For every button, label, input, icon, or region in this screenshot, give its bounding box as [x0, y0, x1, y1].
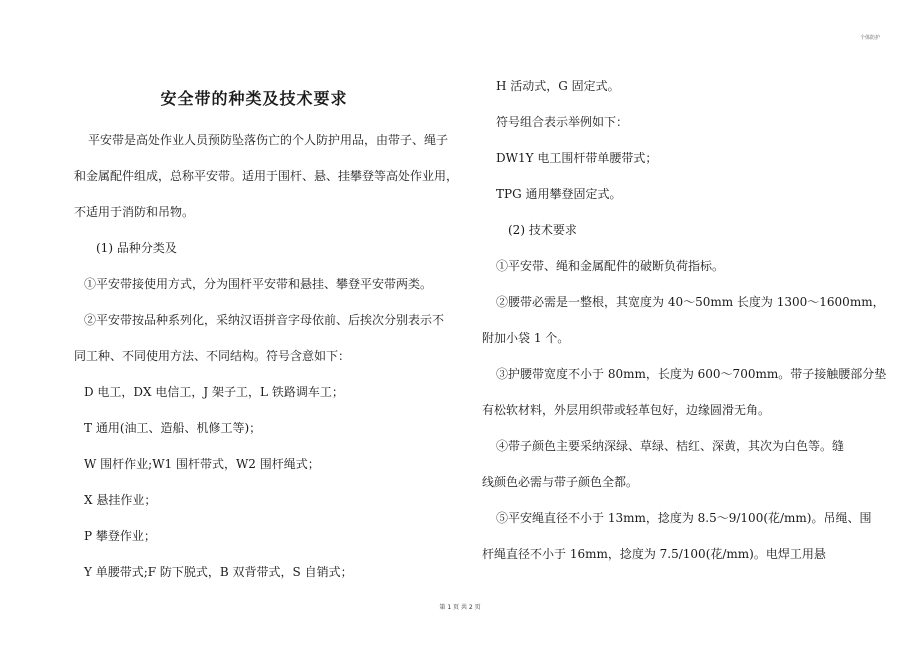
right-line-9: ③护腰带宽度不小于 80mm，长度为 600～700mm。带子接触腰部分垫 — [496, 367, 887, 381]
right-line-2: 符号组合表示举例如下： — [496, 115, 629, 129]
left-line-11: X 悬挂作业； — [84, 493, 157, 507]
document-title: 安全带的种类及技术要求 — [160, 89, 348, 108]
left-line-13: Y 单腰带式;F 防下脱式，B 双背带式，S 自销式； — [84, 565, 353, 579]
left-line-1: 平安带是高处作业人员预防坠落伤亡的个人防护用品，由带子、绳子 — [88, 133, 449, 147]
right-line-12: 线颜色必需与带子颜色全都。 — [482, 475, 639, 489]
right-line-1: H 活动式，G 固定式。 — [496, 79, 620, 93]
left-line-5: ①平安带接使用方式，分为围杆平安带和悬挂、攀登平安带两类。 — [84, 277, 433, 291]
left-line-6: ②平安带按品种系列化，采纳汉语拼音字母依前、后挨次分别表示不 — [84, 313, 445, 327]
header-note: 个体防护 — [859, 35, 880, 41]
right-line-7: ②腰带必需是一整根，其宽度为 40～50mm 长度为 1300～1600mm， — [496, 295, 885, 309]
left-line-9: T 通用(油工、造船、机修工等)； — [84, 421, 262, 435]
right-line-4: TPG 通用攀登固定式。 — [496, 187, 622, 201]
right-line-6: ①平安带、绳和金属配件的破断负荷指标。 — [496, 259, 725, 273]
right-line-13: ⑤平安绳直径不小于 13mm，捻度为 8.5～9/100(花/mm)。吊绳、围 — [496, 511, 872, 525]
right-line-5: (2) 技术要求 — [508, 223, 577, 237]
page-footer: 第 1 页 共 2 页 — [439, 604, 481, 611]
right-line-10: 有松软材料，外层用织带或轻革包好，边缘圆滑无角。 — [482, 403, 771, 417]
left-line-10: W 围杆作业;W1 围杆带式，W2 围杆绳式； — [84, 457, 320, 471]
right-line-11: ④带子颜色主要采纳深绿、草绿、桔红、深黄，其次为白色等。缝 — [496, 439, 845, 453]
left-line-2: 和金属配件组成，总称平安带。适用于围杆、悬、挂攀登等高处作业用， — [74, 169, 459, 183]
left-line-7: 同工种、不同使用方法、不同结构。符号含意如下： — [74, 349, 351, 363]
left-line-8: D 电工，DX 电信工，J 架子工，L 铁路调车工； — [84, 385, 344, 399]
left-line-3: 不适用于消防和吊物。 — [74, 205, 195, 219]
right-line-14: 杆绳直径不小于 16mm，捻度为 7.5/100(花/mm)。电焊工用悬 — [482, 547, 826, 561]
right-line-3: DW1Y 电工围杆带单腰带式； — [496, 151, 658, 165]
left-line-12: P 攀登作业； — [84, 529, 156, 543]
right-line-8: 附加小袋 1 个。 — [482, 331, 570, 345]
left-line-4: (1) 品种分类及 — [96, 241, 177, 255]
